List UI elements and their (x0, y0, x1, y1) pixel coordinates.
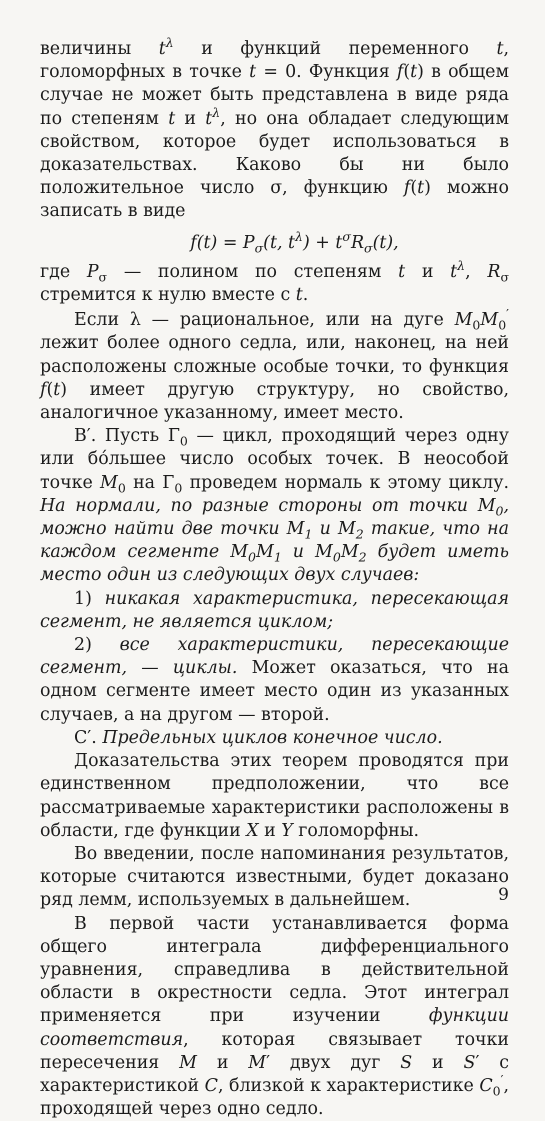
paragraph-7: C′. Предельных циклов конечное число. (74, 727, 443, 748)
page-number: 9 (498, 885, 509, 905)
formula-expansion: $f(t) = P_\sigma(t$, $t^\lambda) + t^\sigma R_\sigma(t)$, (190, 228, 399, 256)
paragraph-4: B′. Пусть $\Gamma_0$ — цикл, проходящий через одну или бóльшее число особых точек. В неособой точке $M_0$ на $\Gamma_0$ проведем нормаль к этому циклу. На нормали, по разные стороны от точки $M_0$, можно найти две точки $M_1$ и $M_2$ такие, что на каждом сегменте $M_0M_1$ и $M_0M_2$ будет иметь место один из следующих двух случаев: (40, 426, 509, 586)
paragraph-6: 2) все характеристики, пересекающие сегмент, — циклы. Может оказаться, что на одном сегменте имеет место один из указанных случаев, а на другом — второй. (40, 635, 509, 725)
paragraph-10: В первой части устанавливается форма общего интеграла дифференциального уравнения, справедлива в действительной области в окрестности седла. Этот интеграл применяется при изучении функции соответствия, которая связывает точки пересечения M и M′ двух дуг S и S′ с характеристикой C, близкой к характеристике $C_0'$, проходящей через одно седло. (40, 913, 510, 1120)
paragraph-8: Доказательства этих теорем проводятся при единственном предположении, что все рассматриваемые характеристики расположены в области, где функции X и Y голоморфны. (40, 751, 509, 841)
paragraph-9: Во введении, после напоминания результатов, которые считаются известными, будет доказано ряд лемм, используемых в дальнейшем. (40, 843, 509, 911)
paragraph-2: где $P_\sigma$ — полином по степеням t и $t^\lambda$, $R_\sigma$ стремится к нулю вместе с t. (40, 258, 509, 306)
paragraph-3: Если λ — рациональное, или на дуге $M_0M_0'$ лежит более одного седла, или, наконец, на ней расположены сложные особые точки, то функция f(t) имеет другую структуру, но свойство, аналогичное указанному, имеет место. (40, 306, 509, 424)
paragraph-5: 1) никакая характеристика, пересекающая сегмент, не является циклом; (40, 588, 509, 632)
paragraph-1: величины $t^\lambda$ и функций переменного t, голоморфных в точке t = 0. Функция f(t) в общем случае не может быть представлена в виде ряда по степеням t и $t^\lambda$, но она обладает следующим свойством, которое будет использоваться в доказательствах. Каково бы ни было положительное число σ, функцию f(t) можно записать в виде (40, 35, 510, 222)
